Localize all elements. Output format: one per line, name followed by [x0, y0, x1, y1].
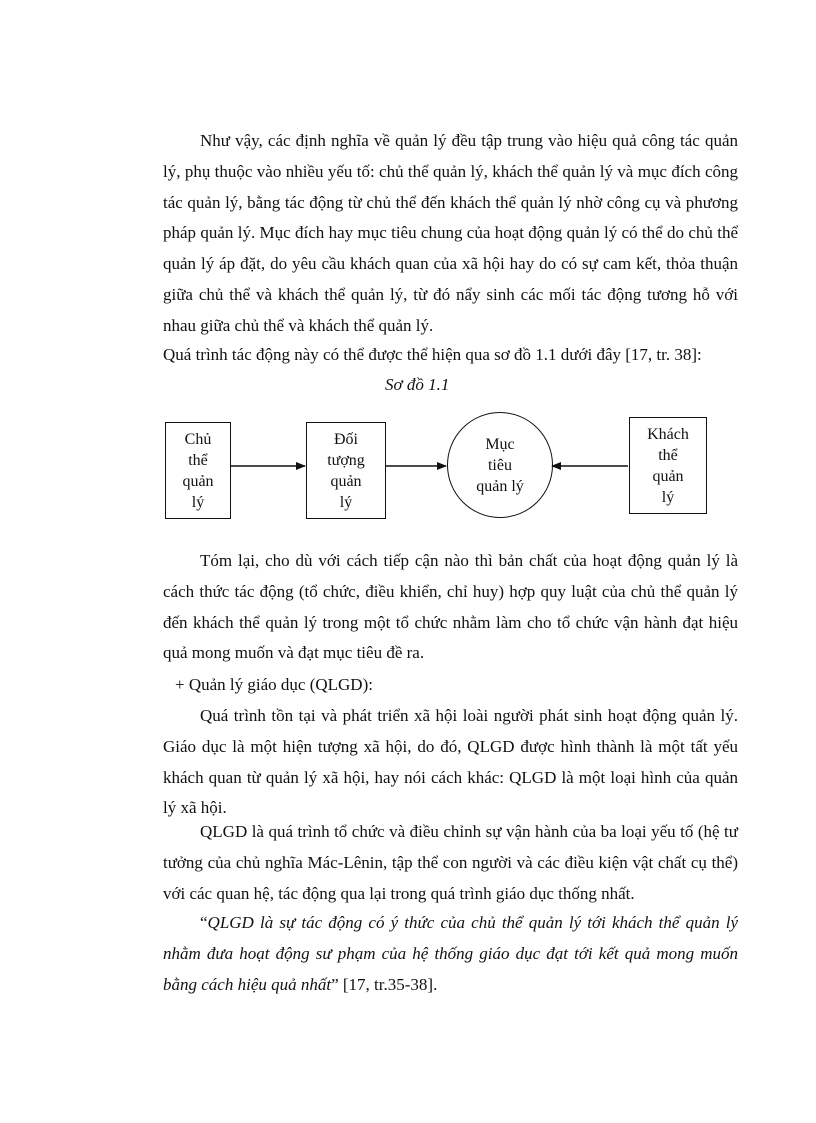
- box-khach-the-quan-ly: Khách thể quản lý: [629, 417, 707, 514]
- quote-close-mark: ”: [331, 974, 339, 994]
- quote-text: QLGD là sự tác động có ý thức của chủ thể quản lý tới khách thể quản lý nhằm đưa hoạt động sư phạm của hệ thống giáo dục đạt tới kết quả mong muốn bằng cách hiệu quả nhất: [163, 913, 738, 994]
- box-chu-the-quan-ly: Chủ thể quản lý: [165, 422, 231, 519]
- box-doi-tuong-quan-ly: Đối tượng quản lý: [306, 422, 386, 519]
- paragraph-qlgd-process: QLGD là quá trình tổ chức và điều chỉnh sự vận hành của ba loại yếu tố (hệ tư tưởng của chủ nghĩa Mác-Lênin, tập thể con người và các điều kiện vật chất cụ thể) với các quan hệ, tác động qua lại trong quá trình giáo dục thống nhất.: [163, 822, 738, 903]
- paragraph-definitions: Như vậy, các định nghĩa về quản lý đều tập trung vào hiệu quả công tác quản lý, phụ thuộc vào nhiều yếu tố: chủ thể quản lý, khách thể quản lý và mục đích công tác quản lý, bằng tác động từ chủ thể đến khách thể quản lý nhờ công cụ và phương pháp quản lý. Mục đích hay mục tiêu chung của hoạt động quản lý có thể do chủ thể quản lý áp đặt, do yêu cầu khách quan của xã hội hay do có sự cam kết, thỏa thuận giữa chủ thể và khách thể quản lý, từ đó nẩy sinh các mối tác động tương hỗ với nhau giữa chủ thể và khách thể quản lý.: [163, 131, 738, 335]
- circle-muc-tieu-quan-ly: Mục tiêu quản lý: [447, 412, 553, 518]
- diagram-intro: Quá trình tác động này có thể được thể hiện qua sơ đồ 1.1 dưới đây [17, tr. 38]:: [163, 345, 702, 364]
- quote-open-mark: “: [200, 913, 208, 932]
- paragraph-qlgd-origin: Quá trình tồn tại và phát triển xã hội loài người phát sinh hoạt động quản lý. Giáo dục là một hiện tượng xã hội, do đó, QLGD được hình thành là một tất yếu khách quan từ quản lý xã hội, hay nói cách khác: QLGD là một loại hình của quản lý xã hội.: [163, 706, 738, 818]
- paragraph-qlgd-quote: [163, 908, 738, 1000]
- quote-citation: [17, tr.35-38].: [338, 974, 438, 994]
- paragraph-conclusion: Tóm lại, cho dù với cách tiếp cận nào thì bản chất của hoạt động quản lý là cách thức tác động (tổ chức, điều khiển, chỉ huy) hợp quy luật của chủ thể quản lý đến khách thể quản lý trong một tổ chức nhằm làm cho tổ chức vận hành đạt hiệu quả mong muốn và đạt mục tiêu đề ra.: [163, 551, 738, 663]
- diagram-caption: Sơ đồ 1.1: [385, 375, 450, 394]
- heading-qlgd: + Quản lý giáo dục (QLGD):: [175, 675, 373, 694]
